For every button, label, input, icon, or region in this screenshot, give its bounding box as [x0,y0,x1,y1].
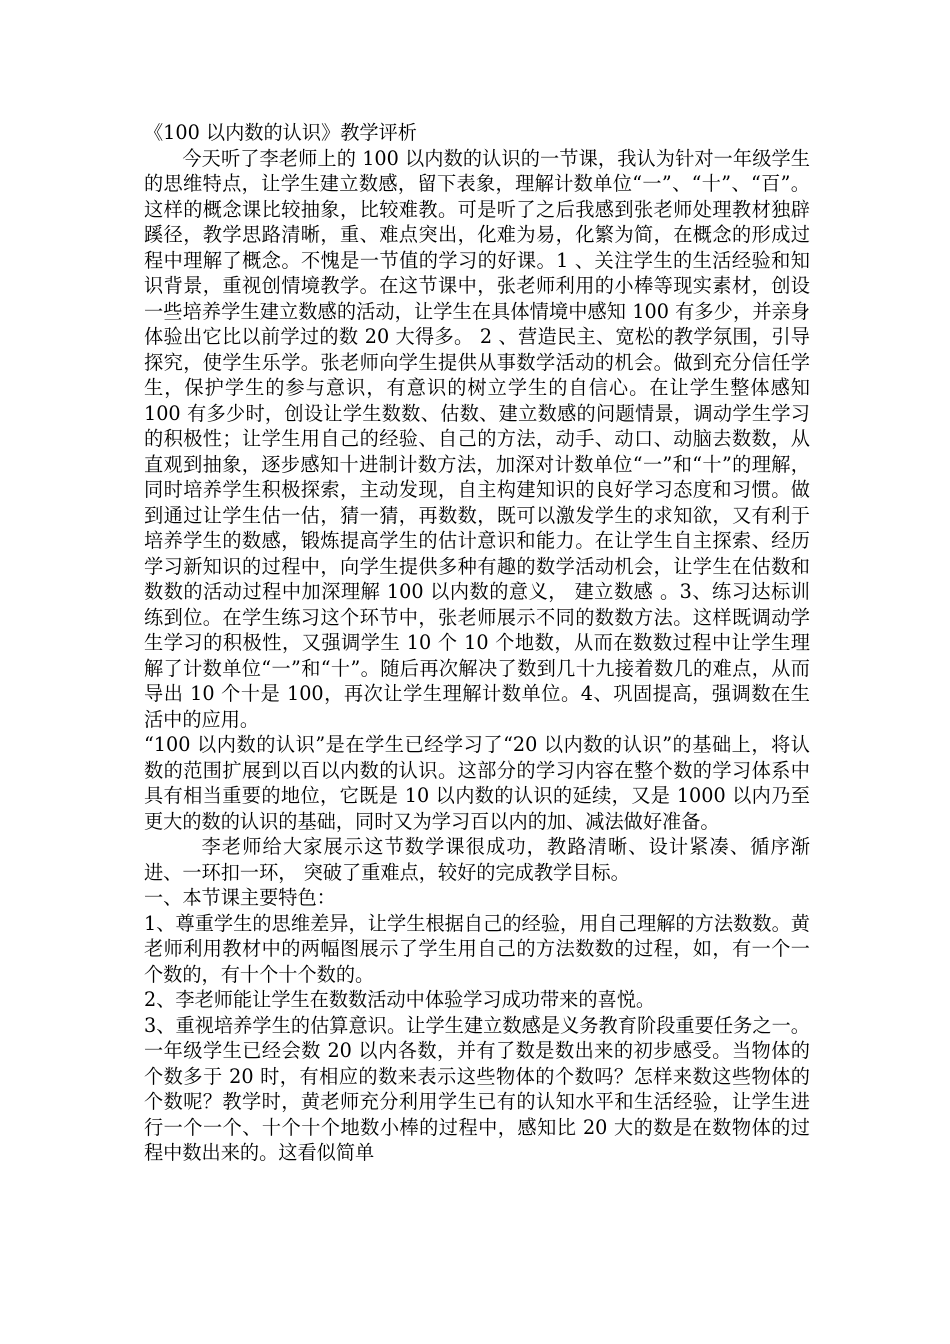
paragraph-feature-1: 1、尊重学生的思维差异，让学生根据自己的经验，用自己理解的方法数数。黄老师利用教材中的两幅图展示了学生用自己的方法数数的过程，如，有一个一个数的，有十个十个数的。 [144,911,810,986]
section-heading-features: 一、本节课主要特色： [144,886,336,909]
paragraph-summary: 李老师给大家展示这节数学课很成功，教路清晰、设计紧凑、循序渐进、一环扣一环， 突破了重难点，较好的完成教学目标。 [144,835,810,884]
document-page [144,120,810,1166]
paragraph-feature-2: 2、李老师能让学生在数数活动中体验学习成功带来的喜悦。 [144,988,656,1011]
paragraph-background: “100 以内数的认识”是在学生已经学习了“20 以内数的认识”的基础上，将认数的范围扩展到以百以内数的认识。这部分的学习内容在整个数的学习体系中具有相当重要的地位，它既是 10 以内数的认识的延续，又是 1000 以内乃至更大的数的认识的基础，同时又为学习百以内的加、减法做好准备。 [144,733,810,833]
document-title: 《100 以内数的认识》教学评析 [144,121,417,144]
paragraph-intro: 今天听了李老师上的 100 以内数的认识的一节课，我认为针对一年级学生的思维特点，让学生建立数感，留下表象，理解计数单位“一”、“十”、“百”。这样的概念课比较抽象，比较难教。可是听了之后我感到张老师处理教材独辟蹊径，教学思路清晰，重、难点突出，化难为易，化繁为简，在概念的形成过程中理解了概念。不愧是一节值的学习的好课。1 、关注学生的生活经验和知识背景，重视创情境教学。在这节课中，张老师利用的小棒等现实素材，创设一些培养学生建立数感的活动，让学生在具体情境中感知 100 有多少，并亲身体验出它比以前学过的数 20 大得多。 2 、营造民主、宽松的教学氛围，引导探究，使学生乐学。张老师向学生提供从事数学活动的机会。做到充分信任学生，保护学生的参与意识，有意识的树立学生的自信心。在让学生整体感知 100 有多少时，创设让学生数数、估数、建立数感的问题情景，调动学生学习的积极性；让学生用自己的经验、自己的方法，动手、动口、动脑去数数，从直观到抽象，逐步感知十进制计数方法，加深对计数单位“一”和“十”的理解，同时培养学生积极探索，主动发现，自主构建知识的良好学习态度和习惯。做到通过让学生估一估，猜一猜，再数数，既可以激发学生的求知欲，又有利于培养学生的数感，锻炼提高学生的估计意识和能力。在让学生自主探索、经历学习新知识的过程中，向学生提供多种有趣的数学活动机会，让学生在估数和数数的活动过程中加深理解 100 以内数的意义， 建立数感 。3、练习达标训练到位。在学生练习这个环节中，张老师展示不同的数数方法。这样既调动学生学习的积极性，又强调学生 10 个 10 个地数，从而在数数过程中让学生理解了计数单位“一”和“十”。随后再次解决了数到几十九接着数几的难点，从而导出 10 个十是 100，再次让学生理解计数单位。4、巩固提高，强调数在生活中的应用。 [144,146,810,731]
paragraph-feature-3: 3、重视培养学生的估算意识。让学生建立数感是义务教育阶段重要任务之一。一年级学生已经会数 20 以内各数，并有了数是数出来的初步感受。当物体的个数多于 20 时，有相应的数来表示这些物体的个数吗？怎样来数这些物体的个数呢？教学时，黄老师充分利用学生已有的认知水平和生活经验，让学生进行一个一个、十个十个地数小棒的过程中，感知比 20 大的数是在数物体的过程中数出来的。这看似简单 [144,1013,810,1164]
